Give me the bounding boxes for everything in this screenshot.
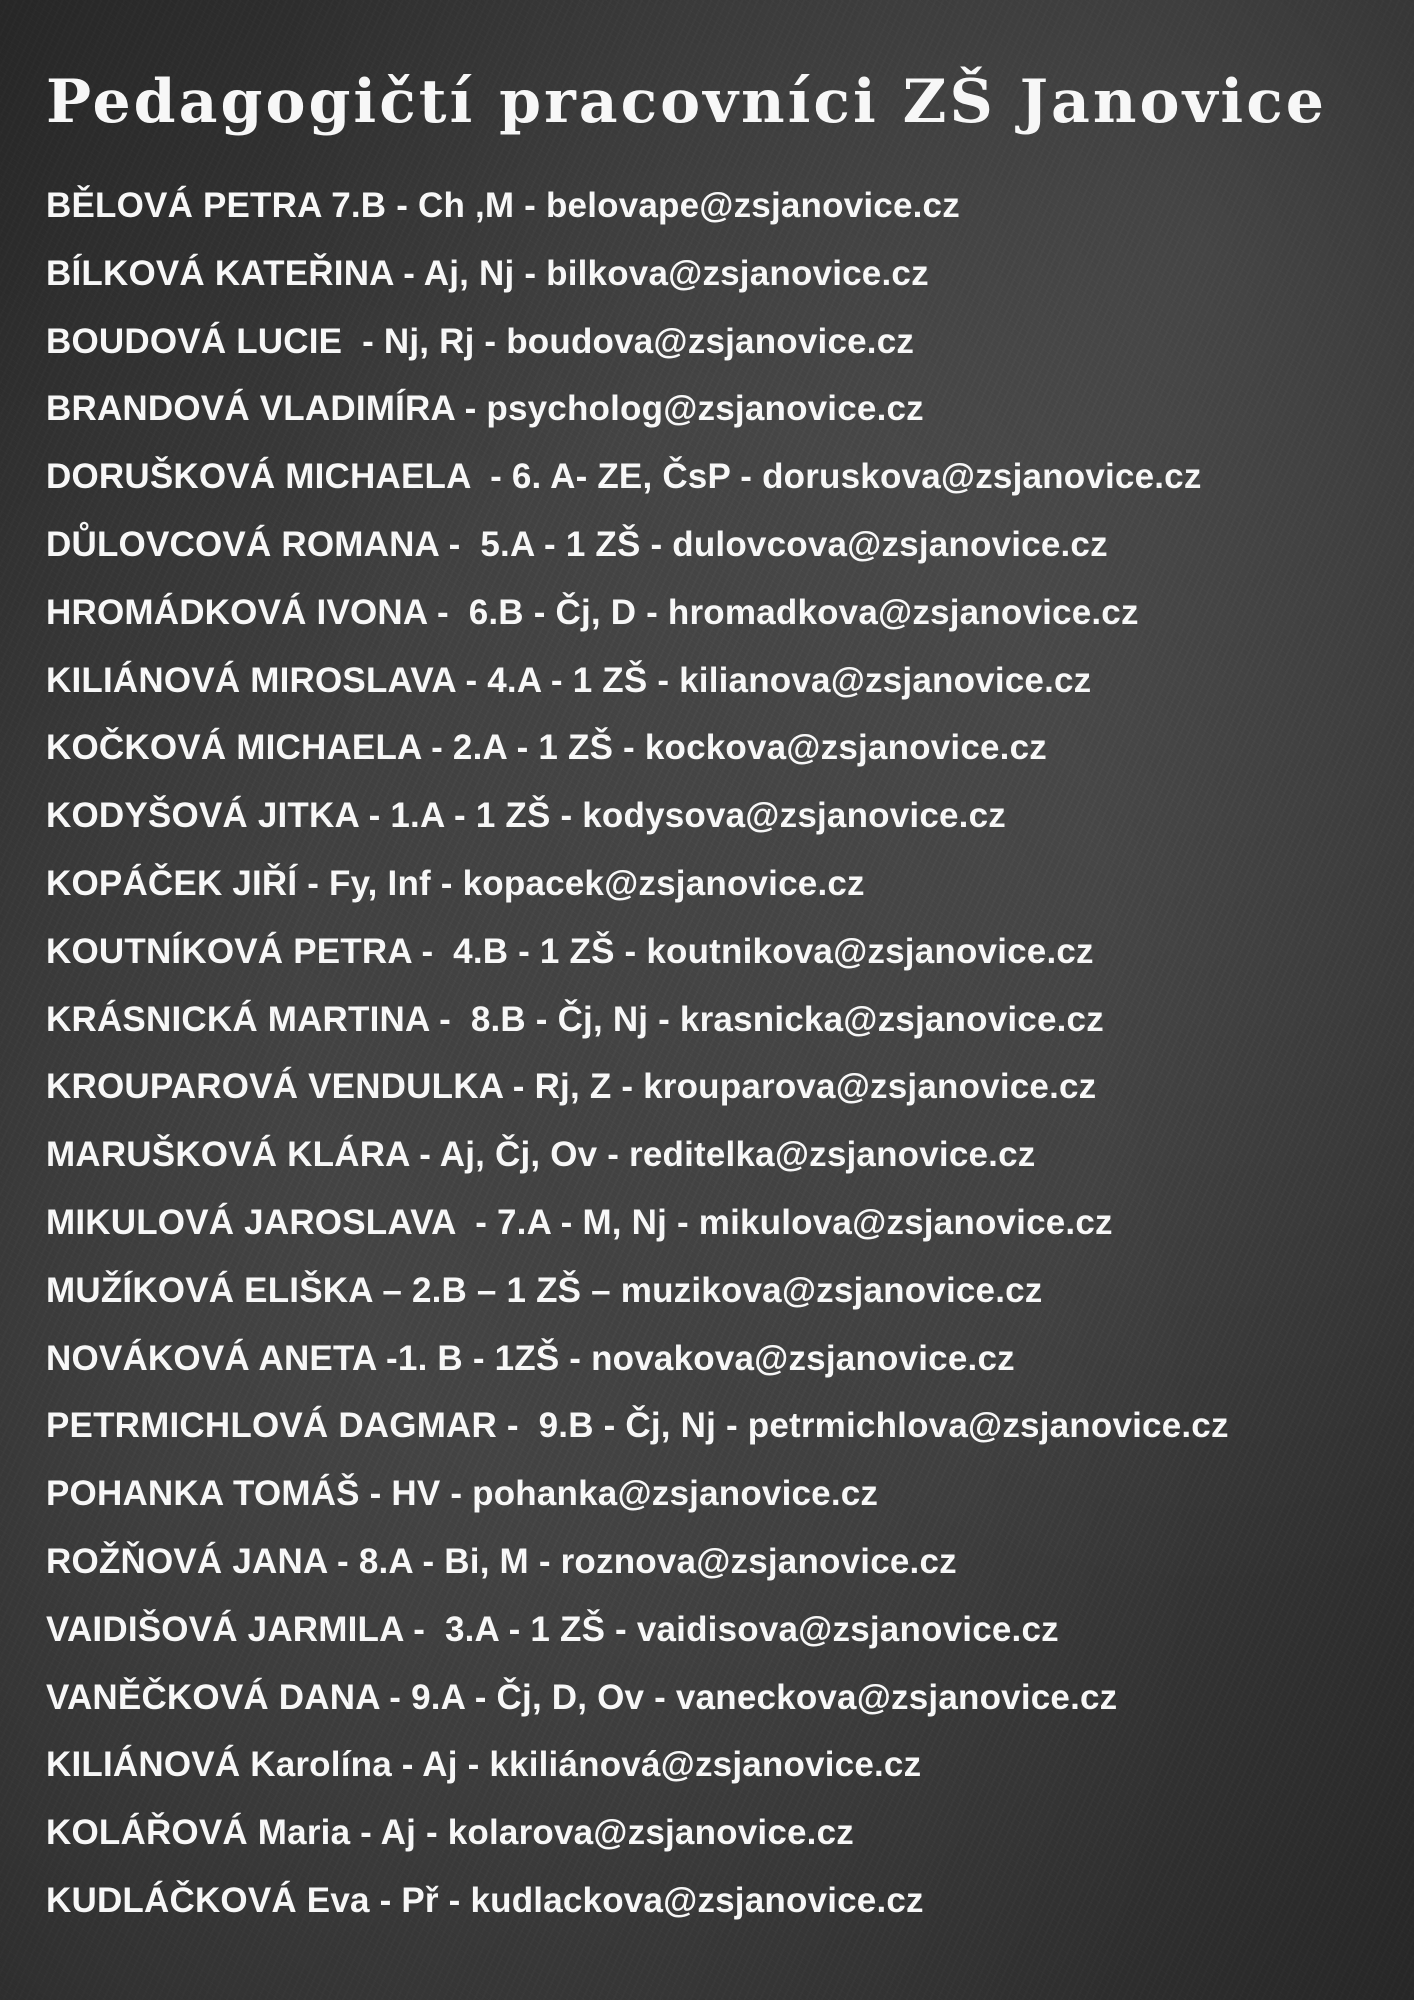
staff-entry: KOLÁŘOVÁ Maria - Aj - kolarova@zsjanovice.cz (46, 1813, 854, 1853)
staff-entry: BÍLKOVÁ KATEŘINA - Aj, Nj - bilkova@zsjanovice.cz (46, 253, 929, 293)
staff-entry: DORUŠKOVÁ MICHAELA - 6. A- ZE, ČsP - doruskova@zsjanovice.cz (46, 457, 1202, 497)
staff-entry: POHANKA TOMÁŠ - HV - pohanka@zsjanovice.cz (46, 1474, 879, 1514)
staff-entry: VAIDIŠOVÁ JARMILA - 3.A - 1 ZŠ - vaidisova@zsjanovice.cz (46, 1609, 1059, 1649)
staff-entry: BRANDOVÁ VLADIMÍRA - psycholog@zsjanovice.cz (46, 389, 924, 429)
staff-entry: KILIÁNOVÁ Karolína - Aj - kkiliánová@zsjanovice.cz (46, 1745, 922, 1785)
staff-entry: KOUTNÍKOVÁ PETRA - 4.B - 1 ZŠ - koutnikova@zsjanovice.cz (46, 931, 1094, 971)
staff-entry: KOČKOVÁ MICHAELA - 2.A - 1 ZŠ - kockova@zsjanovice.cz (46, 728, 1047, 768)
staff-entry: KROUPAROVÁ VENDULKA - Rj, Z - krouparova@zsjanovice.cz (46, 1067, 1097, 1107)
staff-entry: NOVÁKOVÁ ANETA -1. B - 1ZŠ - novakova@zsjanovice.cz (46, 1338, 1015, 1378)
staff-entry: ROŽŇOVÁ JANA - 8.A - Bi, M - roznova@zsjanovice.cz (46, 1541, 957, 1581)
staff-entry: KUDLÁČKOVÁ Eva - Př - kudlackova@zsjanovice.cz (46, 1880, 924, 1920)
staff-list (46, 178, 1229, 1941)
staff-entry: PETRMICHLOVÁ DAGMAR - 9.B - Čj, Nj - petrmichlova@zsjanovice.cz (46, 1406, 1229, 1446)
staff-entry: BĚLOVÁ PETRA 7.B - Ch ,M - belovape@zsjanovice.cz (46, 186, 960, 225)
staff-entry: HROMÁDKOVÁ IVONA - 6.B - Čj, D - hromadkova@zsjanovice.cz (46, 592, 1139, 632)
page-title: Pedagogičtí pracovníci ZŠ Janovice (46, 67, 1327, 137)
staff-entry: VANĚČKOVÁ DANA - 9.A - Čj, D, Ov - vaneckova@zsjanovice.cz (46, 1677, 1118, 1717)
staff-entry: KOPÁČEK JIŘÍ - Fy, Inf - kopacek@zsjanovice.cz (46, 863, 865, 903)
staff-entry: DŮLOVCOVÁ ROMANA - 5.A - 1 ZŠ - dulovcova@zsjanovice.cz (46, 524, 1108, 564)
staff-entry: MIKULOVÁ JAROSLAVA - 7.A - M, Nj - mikulova@zsjanovice.cz (46, 1202, 1113, 1242)
staff-entry: MARUŠKOVÁ KLÁRA - Aj, Čj, Ov - reditelka@zsjanovice.cz (46, 1135, 1036, 1175)
staff-entry: BOUDOVÁ LUCIE - Nj, Rj - boudova@zsjanovice.cz (46, 321, 915, 361)
staff-entry: MUŽÍKOVÁ ELIŠKA – 2.B – 1 ZŠ – muzikova@zsjanovice.cz (46, 1270, 1043, 1310)
staff-entry: KODYŠOVÁ JITKA - 1.A - 1 ZŠ - kodysova@zsjanovice.cz (46, 796, 1006, 836)
staff-entry: KRÁSNICKÁ MARTINA - 8.B - Čj, Nj - krasnicka@zsjanovice.cz (46, 999, 1104, 1039)
staff-entry: KILIÁNOVÁ MIROSLAVA - 4.A - 1 ZŠ - kilianova@zsjanovice.cz (46, 660, 1092, 700)
